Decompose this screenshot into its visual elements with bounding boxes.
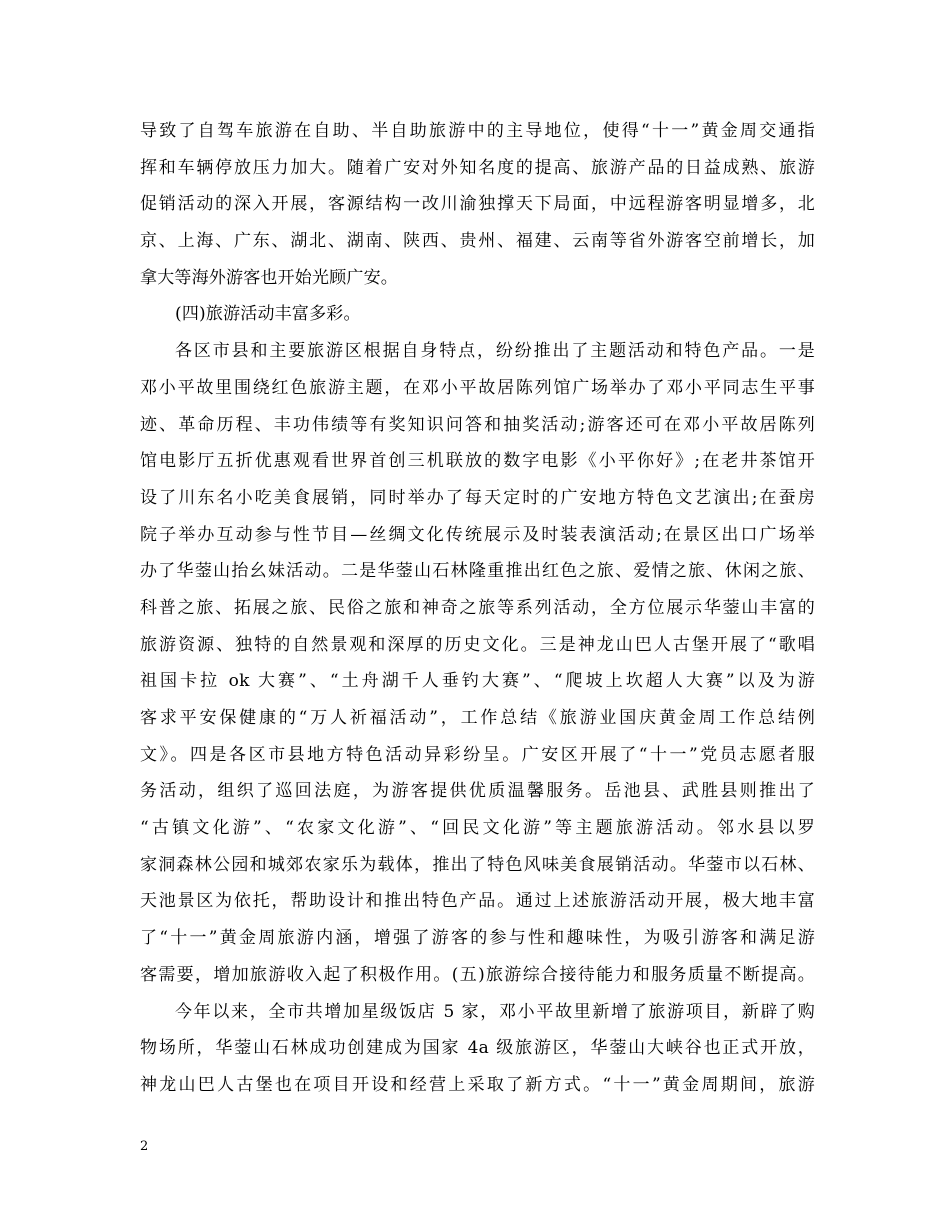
text-line: 家洞森林公园和城郊农家乐为载体，推出了特色风味美食展销活动。华蓥市以石林、 — [140, 854, 815, 875]
text-line: 迹、革命历程、丰功伟绩等有奖知识问答和抽奖活动;游客还可在邓小平故居陈列 — [140, 414, 815, 435]
text-line: 京、上海、广东、湖北、湖南、陕西、贵州、福建、云南等省外游客空前增长，加 — [140, 231, 815, 252]
text-line: 设了川东名小吃美食展销，同时举办了每天定时的广安地方特色文艺演出;在蚕房 — [140, 487, 815, 508]
text-line: 邓小平故里围绕红色旅游主题，在邓小平故居陈列馆广场举办了邓小平同志生平事 — [140, 377, 815, 398]
text-line: 祖国卡拉 ok 大赛”、“土舟湖千人垂钓大赛”、“爬坡上坎超人大赛”以及为游 — [140, 671, 815, 692]
text-line: 办了华蓥山抬幺妹活动。二是华蓥山石林隆重推出红色之旅、爱情之旅、休闲之旅、 — [140, 561, 815, 582]
text-line: 天池景区为依托，帮助设计和推出特色产品。通过上述旅游活动开展，极大地丰富 — [140, 891, 815, 912]
text-line: 今年以来，全市共增加星级饭店 5 家，邓小平故里新增了旅游项目，新辟了购 — [175, 1001, 815, 1022]
text-line: 院子举办互动参与性节目—丝绸文化传统展示及时装表演活动;在景区出口广场举 — [140, 524, 815, 545]
text-line: 客需要，增加旅游收入起了积极作用。(五)旅游综合接待能力和服务质量不断提高。 — [140, 964, 815, 985]
body-text — [140, 113, 815, 1104]
text-line: 物场所，华蓥山石林成功创建成为国家 4a 级旅游区，华蓥山大峡谷也正式开放， — [140, 1038, 815, 1059]
text-line: 神龙山巴人古堡也在项目开设和经营上采取了新方式。“十一”黄金周期间，旅游 — [140, 1074, 815, 1095]
text-line: 各区市县和主要旅游区根据自身特点，纷纷推出了主题活动和特色产品。一是 — [175, 341, 815, 362]
text-line: 务活动，组织了巡回法庭，为游客提供优质温馨服务。岳池县、武胜县则推出了 — [140, 781, 815, 802]
text-line: 促销活动的深入开展，客源结构一改川渝独撑天下局面，中远程游客明显增多，北 — [140, 194, 815, 215]
text-line: 挥和车辆停放压力加大。随着广安对外知名度的提高、旅游产品的日益成熟、旅游 — [140, 157, 815, 178]
text-line: 客求平安保健康的“万人祈福活动”，工作总结《旅游业国庆黄金周工作总结例 — [140, 708, 815, 728]
text-line: (四)旅游活动丰富多彩。 — [175, 304, 361, 325]
text-line: 科普之旅、拓展之旅、民俗之旅和神奇之旅等系列活动，全方位展示华蓥山丰富的 — [140, 597, 815, 618]
text-line: 馆电影厅五折优惠观看世界首创三机联放的数字电影《小平你好》;在老井茶馆开 — [140, 451, 815, 472]
text-line: 了“十一”黄金周旅游内涵，增强了游客的参与性和趣味性，为吸引游客和满足游 — [140, 928, 815, 949]
text-line: “古镇文化游”、“农家文化游”、“回民文化游”等主题旅游活动。邻水县以罗 — [140, 818, 815, 839]
page-number: 2 — [140, 1139, 149, 1154]
text-line: 导致了自驾车旅游在自助、半自助旅游中的主导地位，使得“十一”黄金周交通指 — [140, 121, 815, 141]
text-line: 拿大等海外游客也开始光顾广安。 — [140, 267, 398, 288]
text-line: 文》。四是各区市县地方特色活动异彩纷呈。广安区开展了“十一”党员志愿者服 — [140, 744, 815, 765]
text-line: 旅游资源、独特的自然景观和深厚的历史文化。三是神龙山巴人古堡开展了“歌唱 — [140, 634, 815, 655]
